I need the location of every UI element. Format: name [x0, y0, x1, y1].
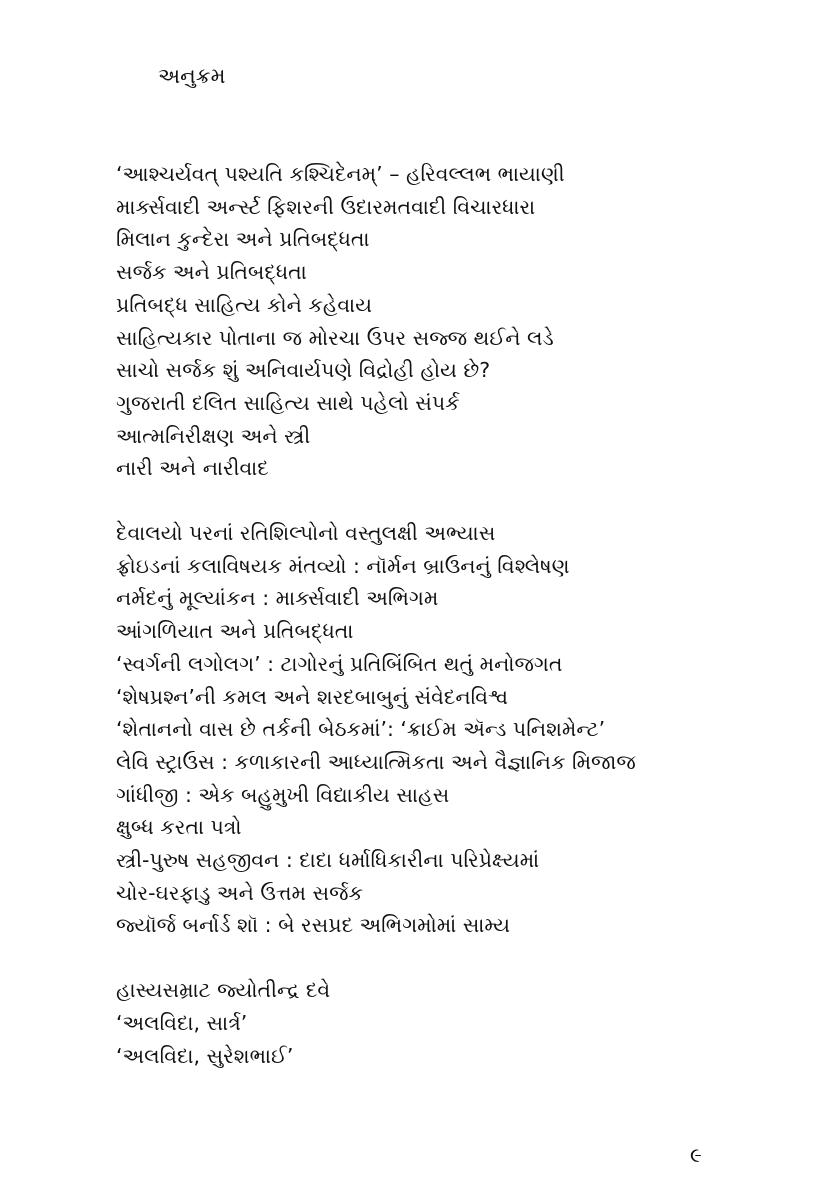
toc-entry[interactable]: ‘સ્વર્ગની લગોલગ’ : ટાગોરનું પ્રતિબિંબિત થતું મનોજગત	[116, 651, 563, 676]
toc-heading: અનુક્રમ	[158, 64, 226, 88]
toc-entry[interactable]: સાહિત્યકાર પોતાના જ મોરચા ઉપર સજ્જ થઈને લડે	[116, 325, 554, 350]
toc-entry[interactable]: લેવિ સ્ટ્રાઉસ : કળાકારની આધ્યાત્મિકતા અને વૈજ્ઞાનિક મિજાજ	[116, 749, 636, 774]
toc-entry[interactable]: આંગળિયાત અને પ્રતિબદ્ધતા	[116, 619, 354, 644]
toc-entry[interactable]: નર્મદનું મૂલ્યાંકન : માર્ક્સવાદી અભિગમ	[116, 586, 439, 611]
toc-entry[interactable]: ચોર-ઘરફાડુ અને ઉત્તમ સર્જક	[116, 880, 363, 905]
toc-entry[interactable]: પ્રતિબદ્ધ સાહિત્ય કોને કહેવાય	[116, 292, 372, 317]
toc-entry[interactable]: આત્મનિરીક્ષણ અને સ્ત્રી	[116, 423, 311, 448]
toc-section-3	[116, 974, 756, 1072]
toc-entry[interactable]: મિલાન કુન્દેરા અને પ્રતિબદ્ધતા	[116, 227, 370, 252]
toc-entry[interactable]: ક્ષુબ્ધ કરતા પત્રો	[116, 815, 242, 840]
toc-entry[interactable]: હાસ્યસમ્રાટ જ્યોતીન્દ્ર દવે	[116, 978, 331, 1003]
toc-entry[interactable]: ‘આશ્ચર્યવત્ પશ્યતિ કશ્ચિદેનમ્’ – હરિવલ્લભ ભાયાણી	[116, 162, 565, 186]
toc-entry[interactable]: ‘અલવિદા, સાર્ત્ર’	[116, 1010, 248, 1035]
toc-entry[interactable]: ગુજરાતી દલિત સાહિત્ય સાથે પહેલો સંપર્ક	[116, 390, 460, 415]
toc-entry[interactable]: જ્યૉર્જ બર્નાર્ડ શૉ : બે રસપ્રદ અભિગમોમાં સામ્ય	[116, 913, 511, 938]
toc-entry[interactable]: ‘શેતાનનો વાસ છે તર્કની બેઠકમાં’: ‘ક્રાઈમ ઍન્ડ પનિશમેન્ટ’	[116, 717, 606, 742]
toc-entry[interactable]: ગાંધીજી : એક બહુમુખી વિદ્યાકીય સાહસ	[116, 782, 450, 807]
toc-entry[interactable]: દેવાલયો પરનાં રતિશિલ્પોનો વસ્તુલક્ષી અભ્યાસ	[116, 521, 496, 546]
toc-entry[interactable]: માર્ક્સવાદી અર્ન્સ્ટ ફિશરની ઉદારમતવાદી વિચારધારા	[116, 194, 536, 219]
toc-entry[interactable]: ‘શેષપ્રશ્ન’ની કમલ અને શરદબાબુનું સંવેદનવિશ્વ	[116, 684, 508, 709]
toc-entry[interactable]: ‘અલવિદા, સુરેશભાઈ’	[116, 1043, 294, 1068]
table-of-contents	[116, 158, 756, 1072]
toc-entry[interactable]: નારી અને નારીવાદ	[116, 456, 269, 481]
page-number: ૯	[690, 1143, 702, 1167]
toc-entry[interactable]: ફ્રોઇડનાં કલાવિષયક મંતવ્યો : નૉર્મન બ્રાઉનનું વિશ્લેષણ	[116, 553, 570, 578]
toc-entry[interactable]: સ્ત્રી-પુરુષ સહજીવન : દાદા ધર્માધિકારીના પરિપ્રેક્ષ્યમાં	[116, 848, 540, 873]
toc-section-1	[116, 158, 756, 485]
toc-entry[interactable]: સાચો સર્જક શું અનિવાર્યપણે વિદ્રોહી હોય છે?	[116, 358, 491, 383]
toc-section-2	[116, 517, 756, 942]
toc-entry[interactable]: સર્જક અને પ્રતિબદ્ધતા	[116, 260, 307, 285]
